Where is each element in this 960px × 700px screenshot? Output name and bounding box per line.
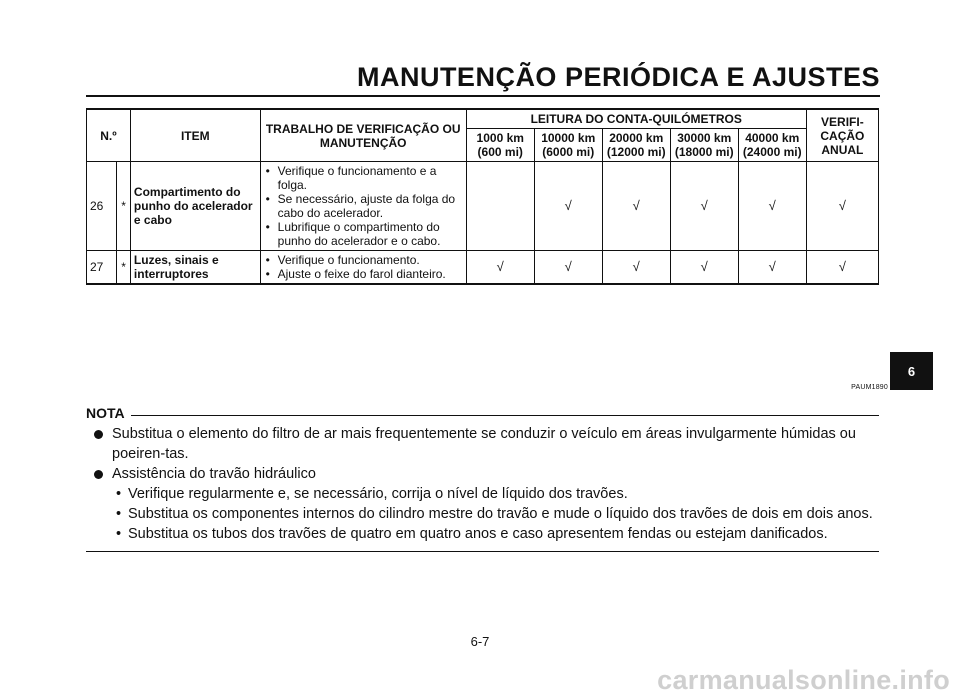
check-cell: √ — [670, 251, 738, 285]
interval-mi: (12000 mi) — [606, 145, 666, 159]
note-header — [86, 405, 879, 421]
header-work: TRABALHO DE VERIFICAÇÃO OU MANUTENÇÃO — [260, 109, 466, 162]
row-item: Compartimento do punho do acelerador e cabo — [130, 162, 260, 251]
note-item — [86, 424, 879, 464]
interval-mi: (24000 mi) — [742, 145, 802, 159]
check-cell: √ — [738, 251, 806, 285]
note-text: Substitua o elemento do filtro de ar mais frequentemente se conduzir o veículo em áreas invulgarmente húmidas ou poeiren-tas. — [112, 426, 856, 462]
interval-mi: (600 mi) — [477, 145, 523, 159]
bullet-icon — [94, 470, 103, 479]
interval-km: 1000 km — [476, 131, 524, 145]
interval-km: 30000 km — [677, 131, 732, 145]
table-row — [87, 162, 879, 251]
page-number: 6-7 — [470, 634, 490, 649]
interval-mi: (6000 mi) — [542, 145, 595, 159]
check-cell: √ — [806, 251, 878, 285]
header-interval-1 — [466, 129, 534, 162]
chapter-tab: 6 — [890, 352, 933, 390]
note-item — [86, 464, 879, 484]
header-annual: VERIFI-CAÇÃO ANUAL — [806, 109, 878, 162]
header-odometer: LEITURA DO CONTA-QUILÓMETROS — [466, 109, 806, 129]
work-step: • Verifique o funcionamento. — [264, 253, 463, 267]
header-interval-4 — [670, 129, 738, 162]
check-cell: √ — [670, 162, 738, 251]
check-cell: √ — [738, 162, 806, 251]
row-star: * — [117, 162, 131, 251]
header-item: ITEM — [130, 109, 260, 162]
note-end-rule — [86, 551, 879, 552]
header-interval-5 — [738, 129, 806, 162]
row-item: Luzes, sinais e interruptores — [130, 251, 260, 285]
check-cell: √ — [602, 162, 670, 251]
row-num: 27 — [87, 251, 117, 285]
check-cell: √ — [602, 251, 670, 285]
note-subitem: • Substitua os componentes internos do cilindro mestre do travão e mude o líquido dos travões de dois em dois anos. — [86, 504, 879, 524]
work-step: • Ajuste o feixe do farol dianteiro. — [264, 267, 463, 281]
work-step: • Verifique o funcionamento e a folga. — [264, 164, 463, 192]
row-num: 26 — [87, 162, 117, 251]
note-subitem: • Verifique regularmente e, se necessário, corrija o nível de líquido dos travões. — [86, 484, 879, 504]
header-interval-2 — [534, 129, 602, 162]
row-work — [260, 162, 466, 251]
reference-code: PAUM1890 — [851, 384, 888, 391]
interval-km: 40000 km — [745, 131, 800, 145]
check-cell: √ — [534, 162, 602, 251]
header-interval-3 — [602, 129, 670, 162]
note-rule — [131, 415, 879, 416]
header-num: N.º — [87, 109, 131, 162]
check-cell — [466, 162, 534, 251]
page-title: MANUTENÇÃO PERIÓDICA E AJUSTES — [356, 62, 880, 92]
check-cell: √ — [534, 251, 602, 285]
check-cell: √ — [466, 251, 534, 285]
row-work — [260, 251, 466, 285]
table-row — [87, 251, 879, 285]
title-rule — [86, 95, 880, 97]
table-header-row — [87, 109, 879, 129]
row-star: * — [117, 251, 131, 285]
note-label: NOTA — [86, 405, 125, 421]
interval-km: 20000 km — [609, 131, 664, 145]
note-body — [86, 424, 879, 544]
work-step: • Lubrifique o compartimento do punho do acelerador e o cabo. — [264, 220, 463, 248]
bullet-icon — [94, 430, 103, 439]
interval-km: 10000 km — [541, 131, 596, 145]
watermark: carmanualsonline.info — [657, 665, 950, 695]
work-step: • Se necessário, ajuste da folga do cabo do acelerador. — [264, 192, 463, 220]
note-text: Assistência do travão hidráulico — [112, 466, 316, 482]
check-cell: √ — [806, 162, 878, 251]
maintenance-table — [86, 108, 879, 285]
note-section — [86, 405, 879, 552]
interval-mi: (18000 mi) — [674, 145, 734, 159]
note-subitem: • Substitua os tubos dos travões de quatro em quatro anos e caso apresentem fendas ou estejam danificados. — [86, 524, 879, 544]
